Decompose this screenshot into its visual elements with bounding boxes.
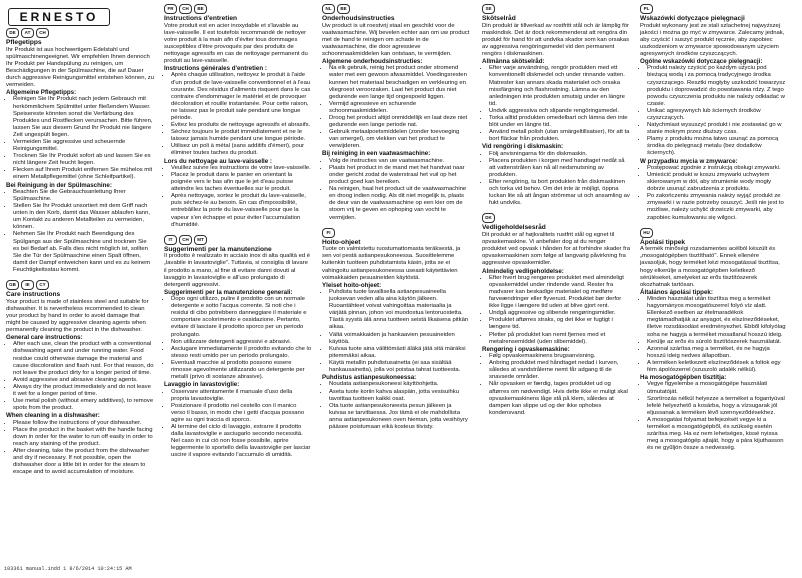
bullet-list [482, 353, 630, 417]
bullet-item: • After cleaning, take the product from the dishwasher and dry if necessary. If not possible, open the dishwasher door a little bit in order for the steam to escape and to avoid accumulation of moisture. [13, 448, 154, 476]
country-badge: AT [21, 28, 34, 38]
country-badges [6, 280, 154, 290]
section-title: Wskazówki dotyczące pielęgnacji [640, 15, 745, 22]
language-section [640, 4, 788, 222]
bullet-item: • Eventuali macchie al prodotto possono essere rimosse agevolmente utilizzando un detergente per metalli (privo di sostanze abrasive). [171, 360, 312, 381]
bullet-item: • Dopo ogni utilizzo, pulire il prodotto con un normale detergente e sotto l'acqua corrente. Si noti che i residui di cibo potrebbero danneggiare il materiale e comportare scolorimento e ossidazione. Pertanto, evitare di lasciare il prodotto sporco per un periodo prolungato. [171, 296, 312, 339]
language-section [6, 280, 154, 476]
country-badge: MT [194, 235, 207, 245]
bullet-item: • Använd metall polish (utan smärgeltillsatser), för att ta bort fläckar från produkten. [489, 129, 630, 143]
bullet-item: • Kuivaa tuote aina välittömästi äläkä jätä sitä märäksi pitemmäksi aikaa. [329, 346, 470, 360]
subheading: Ha mosogatógépben tisztítja: [640, 374, 727, 382]
bullet-item: • Évitez les produits de nettoyage agressifs et abrasifs. [171, 122, 312, 129]
country-badge: PL [640, 4, 653, 14]
bullet-list [6, 189, 154, 274]
section-title: Vedligeholdelsesråd [482, 224, 546, 232]
bullet-item: • Følg opvaskemaskinens brugsanvisning. [489, 353, 630, 360]
bullet-list [640, 65, 788, 157]
paragraph: Ihr Produkt ist aus hochwertigem Edelstahl und spülmaschinengeeignet. Wir empfehlen Ihnen dennoch Ihr Produkt per Handspülung zu reinigen, um Beschädigungen in der Spülmaschine, die auf Dauer durch aggressive Reinigungsmittel entstehen können, zu vermeiden. [6, 46, 155, 89]
bullet-item: • Efter varje användning, rengör produkten med ett konventionellt diskmedel och under rinnande vatten. Matrester kan annars skada materialet och orsaka missfärgning och flashrostning. Lämna av den anledningen inte produkten smutsig under en längre tid. [489, 65, 630, 108]
country-badge: BE [337, 4, 350, 14]
ernesto-logo: ERNESTO [8, 8, 110, 26]
language-section [164, 4, 312, 229]
country-badge: CH [36, 28, 49, 38]
bullet-list [164, 72, 312, 157]
bullet-item: • Stellen Sie Ihr Produkt unsortiert mit dem Griff nach unten in den Korb, damit das Wasser ablaufen kann, um Kontakt zu anderen Metallteilen zu vermeiden, können. [13, 203, 154, 231]
bullet-item: • Volg de instructies van uw vaatwasmachine. [329, 158, 470, 165]
country-badge: FR [164, 4, 177, 14]
column-1 [6, 28, 154, 482]
bullet-list [322, 289, 470, 374]
bullet-item: • After each use, clean the product with a conventional dishwashing agent and under running water. Food residue could otherwise damage the material and cause discoloration and flash rust. For that reason, do not leave the product dirty for a longer period of time. [13, 341, 154, 376]
subheading: Allgemeine Pflegetipps: [6, 89, 77, 97]
bullet-item: • Efter hvert brug rengøres produktet med almindeligt opvaskemiddel under rindende vand. Rester fra madvarer kan beskadige materialet og medføre farveændringer eller flyverust. Produktet bør derfor ikke ligge i længere tid uden at blive gjort rent. [489, 275, 630, 310]
bullet-item: • Trocknen Sie Ihr Produkt sofort ab und lassen Sie es nicht längere Zeit feucht liegen. [13, 153, 154, 167]
bullet-item: • Kerülje az erős és súroló tisztítószerek használatát. [647, 339, 788, 346]
bullet-list [164, 165, 312, 229]
subheading: Bij reiniging in een vaatwasmachine: [322, 150, 431, 158]
bullet-item: • Na elk gebruik, reinig het product onder stromend water met een gewoon afwasmiddel. Voedingsresten kunnen het materiaal beschadigen en verkleuring en vliegroest veroorzaken. Laat het product dus niet gedurende een lange tijd ongespoeld liggen. [329, 65, 470, 100]
section-title: Care instructions [6, 291, 61, 298]
bullet-item: • Vegye figyelembe a mosogatógépe használati útmutatóját. [647, 381, 788, 395]
bullet-item: • Efter rengöring, ta bort produkten från diskmaskinen och torka vid behov. Om det inte är möjligt, öppna luckan lite så att ångan strömmar ut och ansamling av fukt undviks. [489, 179, 630, 207]
paragraph: Produkt wykonany jest ze stali szlachetnej najwyższej jakości i można go myć w zmywarce. Zalecamy jednak, aby czyścić i suszyć produkt ręcznie, aby zapobiec uszkodzeniom w zmywarce spowodowanym użyciem agresywnych środków czyszczących. [640, 22, 785, 57]
column-2 [164, 4, 312, 465]
bullet-item: • Utilisez un poli à métal (sans additifs d'émeri), pour éliminer toutes taches du produit. [171, 143, 312, 157]
country-badge: DE [6, 28, 19, 38]
bullet-item: • Plamy z produktu można łatwo usunąć za pomocą środka do pielęgnacji metalu (bez dodatków ściernych). [647, 136, 788, 157]
bullet-item: • Minden használat után tisztítsa meg a terméket hagyományos mosogatószerrel folyó víz alatt. Ellenkező esetben az ételmaradékok megtámadhatják az anyagot, és elszíneződéseket, illetve rozsdásodást eredményezhet. Ebből kifolyólag soha ne hagyja a terméket mosatlanul hosszú ideig. [647, 296, 788, 339]
subheading: Suggerimenti per la manutenzione generali: [164, 288, 293, 296]
bullet-item: • Szortírozás nélkül helyezze a terméket a fogantyúval lefelé helyezhető a kosárba, hogy a vízsugarak jól eljussanak a terméken lévő szennyeződésekhez. [647, 396, 788, 417]
subheading: W przypadku mycia w zmywarce: [640, 157, 738, 165]
bullet-item: • Posizionare il prodotto nel cestello con il manico verso il basso, in modo che i getti d'acqua possano agire su ogni traccia di sporco. [171, 403, 312, 424]
bullet-item: • A mosogatási folyamat befejezését vegye ki a terméket a mosogatógépből, és szükség esetén szárítsa meg. Ha ez nem lehetséges, kissé nyissa meg a mosogatógép ajtaját, hogy a pára kijuthasson és ne gyűljön össze a nedvesség. [647, 417, 788, 452]
column-3 [322, 4, 470, 437]
paragraph: Din produkt är tillverkad av rostfritt stål och är lämplig för maskindisk. Det är dock rekommenderat att rengöra din produkt för hand för att undvika skador som kan orsakas av aggressiva rengöringsmedel vid den permanent rengörs i diskmaskinen. [482, 22, 630, 57]
bullet-item: • Na reinigen, haal het product uit de vaatwasmachine en droog indien nodig. Als dit niet mogelijk is, plaats de deur van de vaatwasmachine op een kier om de stoom vrij te geven en ophoping van vocht te vermijden. [329, 186, 470, 221]
bullet-item: • Po zakończeniu zmywania należy wyjąć produkt ze zmywarki i w razie potrzeby osuszyć. Jeśli nie jest to możliwe, należy uchylić drzwiczki zmywarki, aby zapobiec kumulowaniu się wilgoci. [647, 193, 788, 221]
subheading: General care instructions: [6, 334, 83, 342]
paragraph: A termék minőségi rozsdamentes acélból készült és „mosogatógépben tisztítható". Ennek ellenére javasoljuk, hogy terméket kézi mosogatással tisztítsa, hogy elkerülje a mosogatógépben keletkező sérüléseket, amelyeket az erős tisztítószerek okozhatnak tartósan. [640, 246, 780, 288]
bullet-item: • Plaats het product in de mand met het handvat naar onder gericht zodat de waterstraal het vuil op het product goed kan bereiken. [329, 165, 470, 186]
bullet-item: • Non utilizzare detergenti aggressivi e abrasivi. [171, 339, 312, 346]
column-4 [482, 4, 630, 423]
subheading: Vid rengöring i diskmaskin: [482, 143, 564, 151]
bullet-item: • Always dry the product immediately and do not leave it wet for a longer period of time. [13, 384, 154, 398]
bullet-item: • Osservare attentamente il manuale d'uso della propria lavastoviglie. [171, 389, 312, 403]
bullet-list [164, 296, 312, 381]
subheading: Allmänna skötselråd: [482, 58, 545, 66]
section-title: Skötselråd [482, 15, 516, 22]
section-title: Hoito-ohjeet [322, 238, 361, 246]
bullet-list [482, 275, 630, 346]
bullet-item: • Aseta tuote koriin kahva alaspäin, jotta vesisuihku tavoittaa tuotteen kaikki osat. [329, 389, 470, 403]
bullet-list [322, 381, 470, 431]
bullet-item: • Placez le produit dans le panier en orientant la poignée vers le bas afin que le jet d'eau puisse atteindre les taches éventuelles sur le produit. [171, 172, 312, 193]
bullet-item: • Reinigen Sie Ihr Produkt nach jedem Gebrauch mit herkömmlichem Spülmittel unter fließendem Wasser. Speisereste könnten sonst die Verfärbung des Produktes und Rostflecken verursachen. Bitte führen, lassen Sie aus diesem Grund Ihr Produkt nie längere Zeit ungespült liegen. [13, 96, 154, 139]
paragraph: Uw product is uit roestvrij staal en geschikt voor de vaatwasmachine. Wij bevelen echter aan om uw product met de hand te reinigen om schade in de vaatwasmachine, die door agressieve schoonmaakmiddelen kan ontstaan, te vermijden. [322, 22, 470, 57]
country-badge: IE [21, 280, 34, 290]
bullet-list [164, 389, 312, 460]
country-badge: HU [640, 228, 653, 238]
country-badge: BE [194, 4, 207, 14]
bullet-item: • Undgå aggressive og slibende rengøringsmidler. [489, 310, 630, 317]
bullet-item: • Når opvasken er færdig, tages produktet ud og aftørres om nødvendigt. Hvis dette ikke er muligt skal opvaskemaskinens låge stå på klem, således at dampen kan slippe ud og der ikke ophobes kondensvand. [489, 381, 630, 416]
bullet-list [640, 296, 788, 374]
paragraph: Il prodotto è realizzato in acciaio inox di alta qualità ed è „lavabile in lavastoviglie". Tuttavia, si consiglia di lavare il prodotto a mano, al fine di evitare danni dovuti al lavaggio in lavastoviglie e all'uso prolungato di detergenti aggressivi. [164, 253, 311, 288]
bullet-item: • Vermijd agressieve en schurende schoonmaakmiddelen. [329, 101, 470, 115]
language-section [482, 213, 630, 416]
bullet-item: • Please follow the instructions of your dishwasher. [13, 420, 154, 427]
bullet-list [322, 65, 470, 150]
country-badges [482, 213, 630, 223]
country-badge: CH [179, 235, 192, 245]
bullet-item: • Undvik aggressiva och slipande rengöringsmedel. [489, 108, 630, 115]
bullet-item: • Séchez toujours le produit immédiatement et ne le laissez jamais humide pendant une longue période. [171, 129, 312, 143]
subheading: Instructions générales d'entretien : [164, 65, 267, 73]
language-section [322, 4, 470, 222]
subheading: Ogólne wskazówki dotyczące pielęgnacji: [640, 58, 763, 66]
subheading: Bei Reinigung in der Spülmaschine: [6, 181, 112, 189]
bullet-item: • Natychmiast wysuszyć produkt i nie zostawiać go w stanie mokrym przez dłuższy czas. [647, 122, 788, 136]
bullet-item: • Postępować zgodnie z instrukcją obsługi zmywarki. [647, 165, 788, 172]
bullet-item: • Torka alltid produkten omedelbart och lämna den inte blöt under en längre tid. [489, 115, 630, 129]
bullet-item: • Placera produkten i korgen med handtaget nedåt så att vattenstrålen kan nå all nedsmutsning av produkten. [489, 158, 630, 179]
country-badge: CY [36, 280, 49, 290]
subheading: Puhdistus astianpesukoneessa: [322, 374, 417, 382]
language-section [640, 228, 788, 453]
country-badge: DK [482, 213, 495, 223]
bullet-list [482, 65, 630, 143]
print-footer: 103361 manual.indd 1 8/6/2014 10:24:15 AM [4, 566, 132, 572]
bullet-item: • Produkt należy czyścić po każdym użyciu pod bieżącą wodą i za pomocą tradycyjnego środka czyszczącego. Resztki mogłyby uszkodzić towarzysz produktu i doprowadzić do powstawania rdzy. Z tego powodu czyszczenia produktu nie należy odkładać w czasie. [647, 65, 788, 108]
bullet-item: • Al termine del ciclo di lavaggio, estrarre il prodotto dalla lavastoviglie e asciugarlo secondo necessità. Nel caso in cui ciò non fosse possibile, aprire leggermente lo sportello della lavastoviglie per lasciar uscire il vapore evitando l'accumulo di umidità. [171, 424, 312, 459]
bullet-item: • A terméken keletkezett elszíneződések a foltok egy fém ápolószerrel (szuszoló adalék nélkül). [647, 360, 788, 374]
bullet-item: • Följ anvisningarna för din diskmaskin. [489, 151, 630, 158]
subheading: Általános ápolási tippek: [640, 288, 713, 296]
country-badges [482, 4, 630, 14]
bullet-item: • Beachten Sie die Gebrauchsanleitung Ihrer Spülmaschine. [13, 189, 154, 203]
bullet-item: • Puhdista tuote tavallisella astianpesuaineella juoksevan veden alla aina käytön jälkeen. Ruoantähteet voivat vahingoittaa materiaalia ja värjätä pinnan, johon voi muodostua lentoruostetta. Tästä syystä älä anna tuotteen seistä likaisena pitkän aikaa. [329, 289, 470, 332]
bullet-item: • Pletter på produktet kan nemt fjernes med et metalrensemiddel (uden slibemiddel). [489, 332, 630, 346]
bullet-item: • Vermeiden Sie aggressive und scheuernde Reinigungsmittel. [13, 139, 154, 153]
bullet-item: • Nehmen Sie Ihr Produkt nach Beendigung des Spülgangs aus der Spülmaschine und trocknen Sie es bei Bedarf ab. Falls dies nicht möglich ist, sollten Sie die Tür der Spülmaschine einen Spalt öffnen, damit der Dampf entweichen kann und es zu keinem Feuchtigkeitsstau kommt. [13, 231, 154, 274]
country-badges [164, 235, 312, 245]
subheading: Algemene onderhoudsinstructies: [322, 58, 423, 66]
bullet-item: • Place the product in the basket with the handle facing down in order for the water to run off easily in order to reach any staining of the product. [13, 427, 154, 448]
country-badge: FI [322, 228, 335, 238]
section-title: Suggerimenti per la manutenzione [164, 245, 272, 253]
bullet-item: • Umieścić produkt w koszu zmywarki uchwytem skierowanym w dół, aby strumienie wody mogły dobrze usunąć zabrudzenia z produktu. [647, 172, 788, 193]
language-section [322, 228, 470, 431]
bullet-list [482, 151, 630, 208]
country-badge: NL [322, 4, 335, 14]
bullet-item: • Produktet aftørres straks, og det ikke er fugtigt i længere tid. [489, 317, 630, 331]
country-badge: CH [179, 4, 192, 14]
section-title: Ápolási tippek [640, 238, 686, 246]
paragraph: Dit produkt er af højkvalitets rustfrit stål og egnet til opvaskemaskine. Vi anbefaler dog at du rengør produktet ved opvask i hånden for at forhindre skader fra opvaskemaskinen som følge af langvarig påvirkning fra aggressive opvaskemidler. [482, 232, 631, 267]
paragraph: Your product is made of stainless steel and suitable for dishwasher. It is nevertheless recommended to clean your product by hand in order to avoid damage that might be caused by aggressive cleaning agents when permanently cleaning the product in the dishwasher. [6, 298, 149, 333]
bullet-item: • Unikać agresywnych lub ściernych środków czyszczących. [647, 108, 788, 122]
bullet-item: • Vältä voimakkaiden ja hankaavien pesuaineiden käyttöä. [329, 332, 470, 346]
subheading: Lors du nettoyage au lave-vaisselle : [164, 157, 272, 165]
bullet-item: • Anbring produktet med håndtaget nedad i kurven, således at vandstrålerne nemt får adgang til de snavsede områder. [489, 360, 630, 381]
bullet-item: • Après nettoyage, sortez le produit du lave-vaisselle, puis séchez-le au besoin. En cas d'impossibilité, entrebâillez la porte du lave-vaisselle pour que la vapeur s'en échappe et pour éviter l'accumulation d'humidité. [171, 193, 312, 228]
bullet-list [6, 420, 154, 477]
section-title: Onderhoudsinstructies [322, 15, 395, 22]
country-badge: IT [164, 235, 177, 245]
bullet-item: • Gebruik metaalpoetsmiddelen (zonder toevoeging van smergel), om vlekken van het product te verwijderen. [329, 129, 470, 150]
bullet-item: • Après chaque utilisation, nettoyez le produit à l'aide d'un produit de lave-vaisselle conventionnel et à l'eau courante. Des résidus d'aliments risquent dans le cas contraire d'endommager le matériel et de provoquer décoloration et rouille instantanée. Pour cette raison, ne laissez pas le produit sale pendant une longue période. [171, 72, 312, 122]
country-badges [322, 228, 470, 238]
column-5 [640, 4, 788, 458]
bullet-item: • Use metal polish (without emery additives), to remove spots from the product. [13, 398, 154, 412]
language-section [482, 4, 630, 207]
paragraph: Votre produit est en acier inoxydable et s'lavable au lave-vaisselle. Il est toutefois recommandé de nettoyer votre produit à la main afin d'éviter tous dommages susceptibles d'être provoqués par des produits de nettoyage agressifs en cas de nettoyage permanent du produit au lave-vaisselle. [164, 22, 308, 65]
bullet-item: • Avoid aggressive and abrasive cleaning agents. [13, 377, 154, 384]
bullet-list [322, 158, 470, 222]
subheading: Lavaggio in lavastoviglie: [164, 381, 240, 389]
bullet-item: • Droog het product altijd onmiddellijk en laat deze niet gedurende een lange periode nat. [329, 115, 470, 129]
country-badges [6, 28, 154, 38]
language-section [164, 235, 312, 460]
section-title: Pflegetipps [6, 39, 42, 46]
country-badge: GB [6, 280, 19, 290]
country-badges [322, 4, 470, 14]
bullet-list [6, 341, 154, 412]
country-badges [640, 4, 788, 14]
bullet-item: • Asciugare immediatamente il prodotto evitando che lo stesso resti umido per un periodo prolungato. [171, 346, 312, 360]
country-badge: SE [482, 4, 495, 14]
subheading: Almindelig vedligeholdelse: [482, 267, 564, 275]
paragraph: Tuote on valmistettu ruostumattomasta teräksestä, ja sen voi pestä astianpesukoneessa. Suosittelemme kuitenkin tuotteen puhdistamista käsin, jotta se ei vahingoitu astianpesukoneessa useasti käytettävien voimakkaiden pesuaineiden käytöstä. [322, 246, 461, 281]
subheading: Rengøring i opvaskemaskine: [482, 345, 570, 353]
bullet-list [640, 165, 788, 222]
bullet-item: • Veuillez suivre les instructions de votre lave-vaisselle. [171, 165, 312, 172]
country-badges [164, 4, 312, 14]
bullet-item: • Käytä metallin puhdistusainetta (ei saa sisältää hankausainetta), jolla voi poistaa tahrat tuotteesta. [329, 360, 470, 374]
bullet-item: • Flecken auf Ihrem Produkt entfernen Sie mühelos mit einem Metallpflegemittel (ohne Schleifpartikel). [13, 167, 154, 181]
bullet-list [640, 381, 788, 452]
country-badges [640, 228, 788, 238]
bullet-item: • Ota tuote astianpesukoneesta pesun jälkeen ja kuivaa se tarvittaessa. Jos tämä ei ole mahdollista anna astianpesukoneen oven hieman, jotta vesihöyry pääsee poistumaan eikä kosteus tiivisty. [329, 403, 470, 431]
subheading: When cleaning in a dishwasher: [6, 412, 100, 420]
bullet-item: • Azonnal szárítsa meg a terméket, és ne hagyja hosszú ideig nedves állapotban. [647, 346, 788, 360]
bullet-item: • Noudata astianpesukoneesi käyttöohjetta. [329, 381, 470, 388]
bullet-list [6, 96, 154, 181]
section-title: Instructions d'entretien [164, 15, 238, 22]
language-section [6, 28, 154, 274]
subheading: Yleiset hoito-ohjeet: [322, 281, 382, 289]
